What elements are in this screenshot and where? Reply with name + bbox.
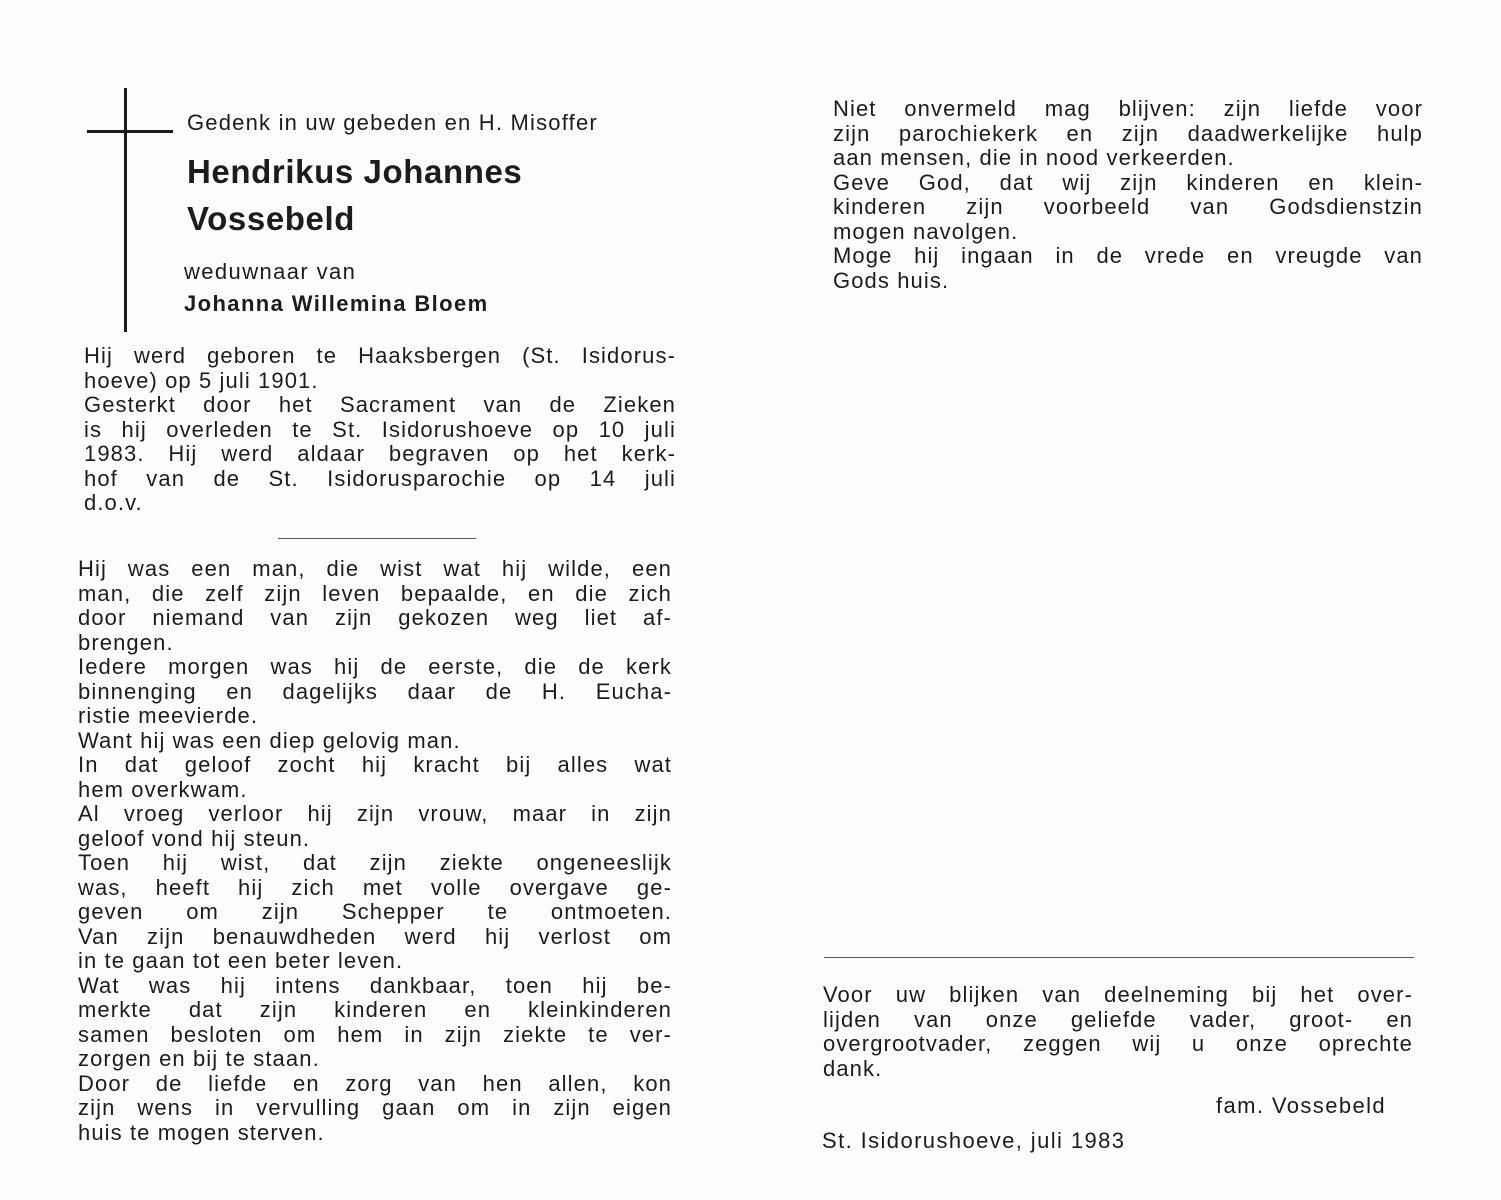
biography-line: Hij werd geboren te Haaksbergen (St. Isidorus-	[84, 344, 676, 368]
character-line: samen besloten om hem in zijn ziekte te ver-	[78, 1022, 672, 1047]
character-paragraph	[78, 557, 672, 1145]
biography-line: is hij overleden te St. Isidorushoeve op 10 juli	[84, 417, 676, 442]
biography-paragraph	[84, 344, 676, 516]
church-line: Moge hij ingaan in de vrede en vreugde van	[833, 244, 1423, 268]
church-line: zijn parochiekerk en zijn daadwerkelijke hulp	[833, 121, 1423, 146]
character-line: man, die zelf zijn leven bepaalde, en die zich	[78, 581, 672, 606]
character-line: Wat was hij intens dankbaar, toen hij be-	[78, 973, 672, 998]
biography-line: hoeve) op 5 juli 1901.	[84, 368, 319, 393]
biography-line: 1983. Hij werd aldaar begraven op het kerk-	[84, 442, 676, 466]
thanks-line: dank.	[823, 1056, 883, 1081]
character-line: Al vroeg verloor hij zijn vrouw, maar in zijn	[78, 802, 672, 826]
church-line: kinderen zijn voorbeeld van Godsdienstzin	[833, 195, 1423, 219]
character-line: Door de liefde en zorg van hen allen, kon	[78, 1071, 672, 1096]
church-line: aan mensen, die in nood verkeerden.	[833, 146, 1235, 170]
cross-vertical-bar	[124, 88, 127, 332]
thanks-line: lijden van onze geliefde vader, groot- en	[823, 1007, 1413, 1032]
church-line: mogen navolgen.	[833, 219, 1019, 244]
place-and-date: St. Isidorushoeve, juli 1983	[822, 1128, 1126, 1153]
character-line: binnenging en dagelijks daar de H. Eucha-	[78, 679, 672, 704]
character-line: was, heeft hij zich met volle overgave ge-	[78, 875, 672, 900]
thanks-line: overgrootvader, zeggen wij u onze oprechte	[823, 1032, 1413, 1056]
character-line: Want hij was een diep gelovig man.	[78, 728, 461, 753]
deceased-name-line-2: Vossebeld	[187, 200, 356, 237]
thanks-line: Voor uw blijken van deelneming bij het over-	[823, 983, 1413, 1007]
thanks-paragraph	[823, 983, 1413, 1081]
divider-right	[824, 957, 1414, 958]
character-line: ristie meevierde.	[78, 704, 259, 728]
biography-line: Gesterkt door het Sacrament van de Zieken	[84, 393, 676, 417]
biography-line: d.o.v.	[84, 491, 143, 515]
character-line: huis te mogen sterven.	[78, 1120, 325, 1145]
character-line: brengen.	[78, 630, 174, 655]
character-line: Toen hij wist, dat zijn ziekte ongeneeslijk	[78, 851, 672, 875]
family-signature: fam. Vossebeld	[1216, 1093, 1387, 1118]
church-paragraph	[833, 97, 1423, 293]
character-line: in te gaan tot een beter leven.	[78, 949, 404, 973]
intro-line: Gedenk in uw gebeden en H. Misoffer	[187, 110, 598, 135]
church-line: Niet onvermeld mag blijven: zijn liefde voor	[833, 97, 1423, 121]
church-line: Gods huis.	[833, 268, 950, 293]
character-line: merkte dat zijn kinderen en kleinkinderen	[78, 998, 672, 1022]
character-line: geven om zijn Schepper te ontmoeten.	[78, 900, 672, 924]
character-line: zijn wens in vervulling gaan om in zijn eigen	[78, 1096, 672, 1120]
spouse-name: Johanna Willemina Bloem	[184, 291, 489, 316]
character-line: geloof vond hij steun.	[78, 826, 311, 851]
character-line: In dat geloof zocht hij kracht bij alles wat	[78, 753, 672, 777]
character-line: hem overkwam.	[78, 777, 248, 802]
character-line: zorgen en bij te staan.	[78, 1047, 320, 1071]
biography-line: hof van de St. Isidorusparochie op 14 juli	[84, 466, 676, 491]
deceased-name-line-1: Hendrikus Johannes	[187, 153, 523, 190]
widower-of-label: weduwnaar van	[184, 259, 357, 284]
character-line: door niemand van zijn gekozen weg liet af-	[78, 606, 672, 630]
divider-left	[278, 538, 476, 539]
character-line: Hij was een man, die wist wat hij wilde, een	[78, 557, 672, 581]
character-line: Iedere morgen was hij de eerste, die de kerk	[78, 655, 672, 679]
character-line: Van zijn benauwdheden werd hij verlost om	[78, 924, 672, 949]
cross-horizontal-bar	[87, 130, 173, 133]
church-line: Geve God, dat wij zijn kinderen en klein-	[833, 170, 1423, 195]
